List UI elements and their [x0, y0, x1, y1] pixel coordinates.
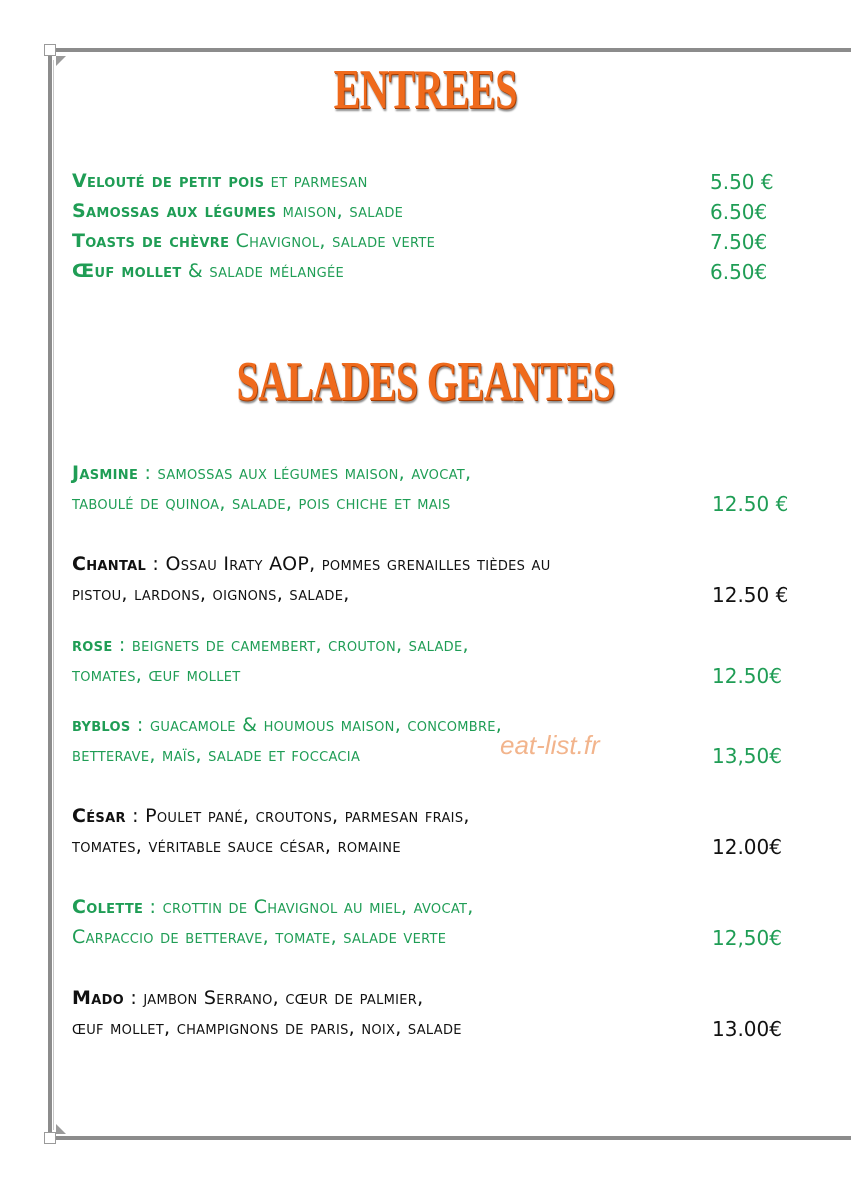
salade-jasmine-line2: taboulé de quinoa, salade, pois chiche et mais: [72, 492, 451, 514]
corner-triangle-bottom: [56, 1124, 66, 1134]
page-border-left: [48, 48, 52, 1140]
watermark-text: eat-list.fr: [500, 730, 600, 760]
page-border-bottom: [48, 1136, 851, 1140]
salade-mado-price: 13.00€: [712, 1017, 782, 1041]
salade-jasmine-price: 12.50 €: [712, 492, 789, 516]
salade-rose-price: 12.50€: [712, 664, 782, 688]
page-border-inner-left: [53, 60, 54, 1130]
salades-heading: SALADES GEANTES: [236, 351, 615, 413]
page-border-top: [48, 48, 851, 52]
salade-colette-line2: Carpaccio de betterave, tomate, salade verte: [72, 926, 447, 948]
entree-price: 7.50€: [710, 230, 768, 254]
salade-chantal-price: 12.50 €: [712, 583, 789, 607]
corner-ornament-top: [44, 44, 56, 56]
salade-rose-line2: tomates, œuf mollet: [72, 664, 241, 686]
salade-colette-price: 12,50€: [712, 926, 782, 950]
salade-colette-line1: Colette : crottin de Chavignol au miel, avocat,: [72, 896, 474, 918]
entrees-heading: ENTREES: [333, 59, 518, 121]
entree-item: Œuf mollet & salade mélangée: [72, 260, 345, 282]
entree-price: 5.50 €: [710, 170, 774, 194]
salade-cesar-line2: tomates, véritable sauce césar, romaine: [72, 835, 401, 857]
salade-jasmine-line1: Jasmine : samossas aux légumes maison, avocat,: [72, 462, 472, 484]
entree-price: 6.50€: [710, 200, 768, 224]
salade-mado-line1: Mado : jambon Serrano, cœur de palmier,: [72, 987, 424, 1009]
salade-byblos-line1: byblos : guacamole & houmous maison, concombre,: [72, 714, 503, 736]
salade-byblos-line2: betterave, maïs, salade et foccacia: [72, 744, 361, 766]
salade-cesar-line1: César : Poulet pané, croutons, parmesan frais,: [72, 805, 470, 827]
salade-cesar-price: 12.00€: [712, 835, 782, 859]
salade-chantal-line1: Chantal : Ossau Iraty AOP, pommes grenailles tièdes au: [72, 553, 551, 575]
entree-item: Toasts de chèvre Chavignol, salade verte: [72, 230, 436, 252]
entree-price: 6.50€: [710, 260, 768, 284]
corner-ornament-bottom: [44, 1132, 56, 1144]
salade-byblos-price: 13,50€: [712, 744, 782, 768]
salade-chantal-line2: pistou, lardons, oignons, salade,: [72, 583, 350, 605]
entree-item: Velouté de petit pois et parmesan: [72, 170, 368, 192]
entree-item: Samossas aux légumes maison, salade: [72, 200, 404, 222]
salade-mado-line2: œuf mollet, champignons de paris, noix, salade: [72, 1017, 462, 1039]
salade-rose-line1: rose : beignets de camembert, crouton, salade,: [72, 634, 469, 656]
